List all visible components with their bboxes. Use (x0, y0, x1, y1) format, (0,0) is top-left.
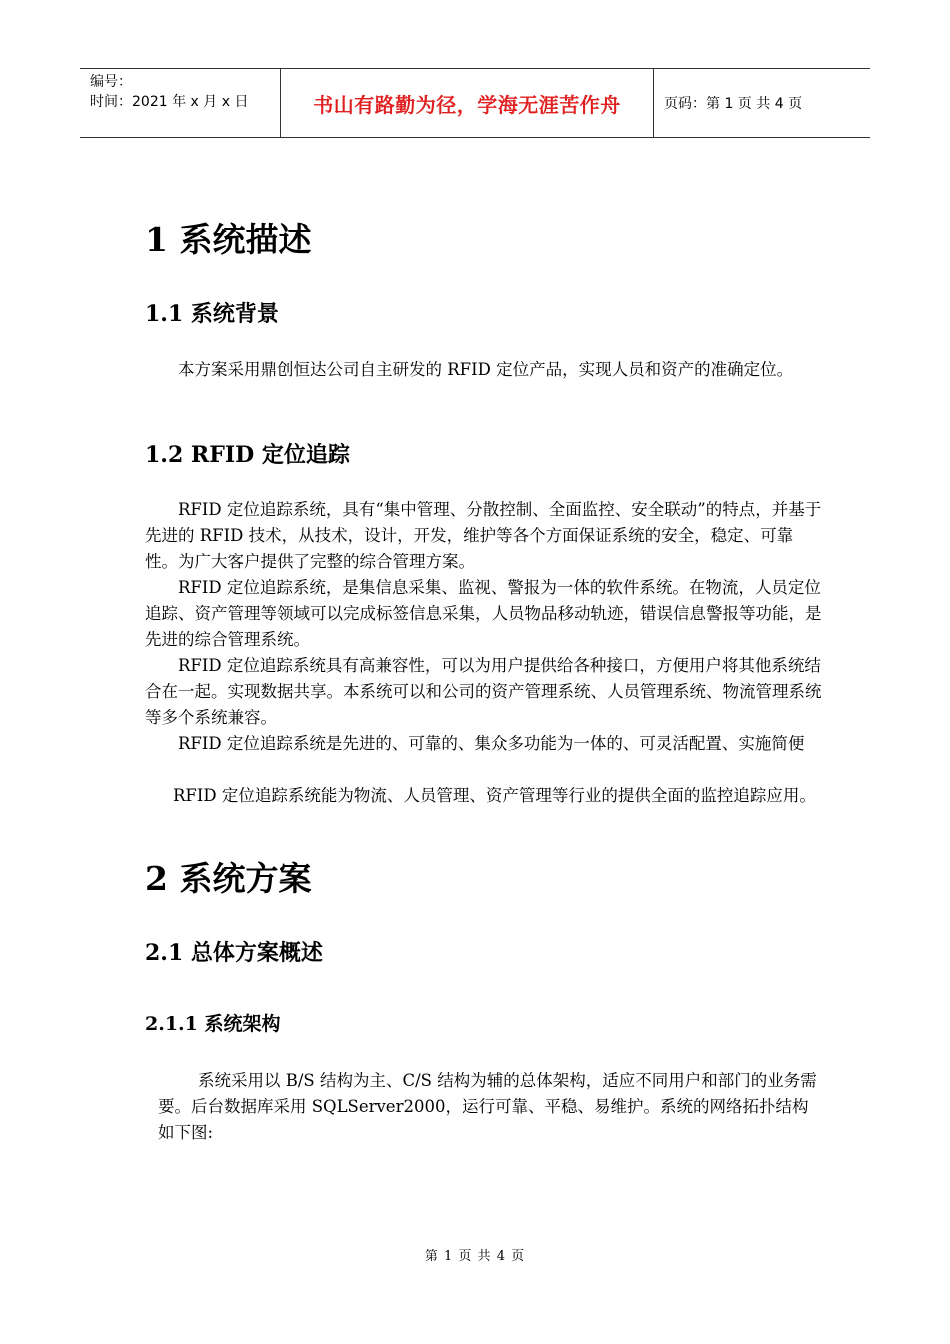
section-1-2-paragraph-5: RFID 定位追踪系统能为物流、人员管理、资产管理等行业的提供全面的监控追踪应用。 (173, 786, 816, 805)
section-1-2-paragraph-1: RFID 定位追踪系统，具有“集中管理、分散控制、全面监控、安全联动”的特点，并基于先进的 RFID 技术，从技术，设计，开发，维护等各个方面保证系统的安全，稳定、可靠性。为广大客户提供了完整的综合管理方案。 (145, 500, 822, 571)
header-left-cell (80, 69, 280, 137)
number-label: 编号： (90, 74, 132, 90)
section-1-1-title: 1.1 系统背景 (145, 301, 279, 327)
header-table (80, 68, 870, 138)
section-1-2-title: 1.2 RFID 定位追踪 (145, 442, 350, 468)
section-2-1-title: 2.1 总体方案概述 (145, 940, 323, 966)
section-1-title: 1 系统描述 (145, 220, 312, 259)
time-label: 时间：2021 年 x 月 x 日 (90, 94, 249, 110)
section-1-2-paragraph-4: RFID 定位追踪系统是先进的、可靠的、集众多功能为一体的、可灵活配置、实施简便 (178, 734, 805, 753)
section-1-1-paragraph: 本方案采用鼎创恒达公司自主研发的 RFID 定位产品，实现人员和资产的准确定位。 (178, 360, 794, 379)
page-label: 页码：第 1 页 共 4 页 (664, 96, 803, 112)
section-2-1-1-title: 2.1.1 系统架构 (145, 1013, 281, 1035)
page-footer: 第 1 页 共 4 页 (424, 1249, 526, 1264)
section-2-title: 2 系统方案 (145, 859, 312, 898)
motto: 书山有路勤为径，学海无涯苦作舟 (280, 69, 654, 137)
section-1-2-paragraph-3: RFID 定位追踪系统具有高兼容性，可以为用户提供给各种接口，方便用户将其他系统结合在一起。实现数据共享。本系统可以和公司的资产管理系统、人员管理系统、物流管理系统等多个系统兼容。 (145, 656, 822, 727)
section-1-2-paragraph-2: RFID 定位追踪系统，是集信息采集、监视、警报为一体的软件系统。在物流，人员定位追踪、资产管理等领域可以完成标签信息采集，人员物品移动轨迹，错误信息警报等功能，是先进的综合管理系统。 (145, 578, 822, 649)
section-2-1-1-paragraph: 系统采用以 B/S 结构为主、C/S 结构为辅的总体架构，适应不同用户和部门的业务需要。后台数据库采用 SQLServer2000，运行可靠、平稳、易维护。系统的网络拓扑结构如下图: (158, 1071, 817, 1142)
